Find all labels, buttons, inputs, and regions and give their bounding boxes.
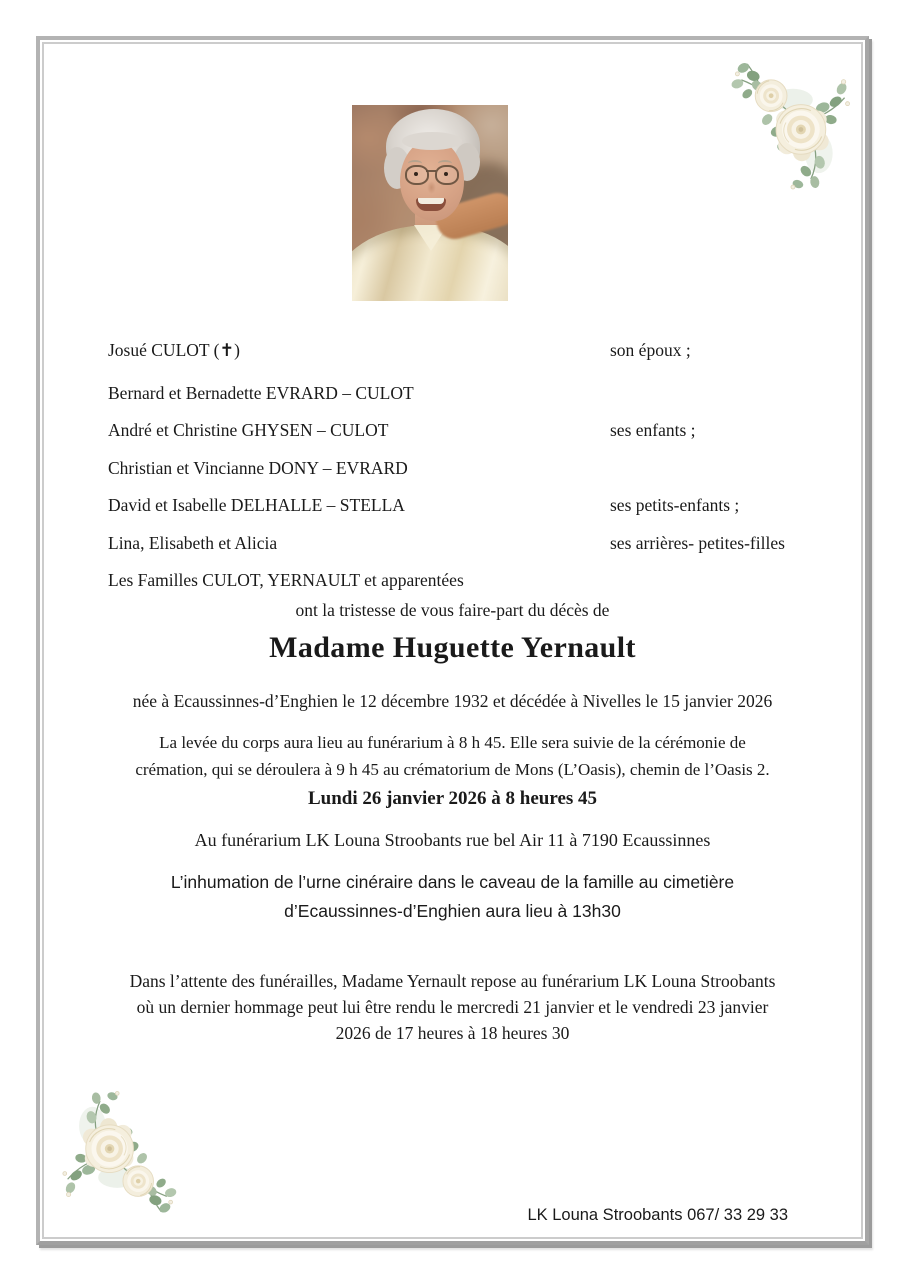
family-row [108,495,845,533]
visitation-line: où un dernier hommage peut lui être rendu le mercredi 21 janvier et le vendredi 23 janvier [136,997,769,1017]
white-roses-decoration-bottom-left [60,1088,184,1218]
family-row [108,340,845,378]
inhumation-details [0,868,905,926]
family-name: Christian et Vincianne DONY – EVRARD [108,457,408,478]
family-name: Josué CULOT (✝) [108,340,240,360]
funeral-home-contact: LK Louna Stroobants 067/ 33 29 33 [527,1206,788,1224]
visitation-line: Dans l’attente des funérailles, Madame Yernault repose au funérarium LK Louna Stroobants [129,971,776,991]
family-name: David et Isabelle DELHALLE – STELLA [108,495,405,515]
photo-eye [444,172,448,176]
family-relation: son époux ; [610,340,691,360]
ceremony-details-line: La levée du corps aura lieu au funérarium à 8 h 45. Elle sera suivie de la cérémonie de [159,733,746,752]
family-relation: ses arrières- petites-filles [610,532,785,553]
photo-hair-fringe [402,132,462,150]
portrait-photo [352,105,508,301]
birth-death-dates: née à Ecaussinnes-d’Enghien le 12 décembre 1932 et décédée à Nivelles le 15 janvier 2026 [132,691,773,711]
family-row [108,420,845,458]
photo-teeth [418,198,444,204]
ceremony-location: Au funérarium LK Louna Stroobants rue bel Air 11 à 7190 Ecaussinnes [194,830,711,850]
ceremony-details [0,729,905,783]
ceremony-details-line: crémation, qui se déroulera à 9 h 45 au crématorium de Mons (L’Oasis), chemin de l’Oasis 2. [135,760,770,779]
glasses-bridge [426,170,436,172]
family-relation: ses enfants ; [610,420,696,440]
white-roses-decoration-top-right [723,58,853,192]
family-name: Bernard et Bernadette EVRARD – CULOT [108,382,414,403]
family-list [108,340,845,608]
photo-smile [416,198,446,211]
family-row [108,533,845,571]
deceased-name-title: Madame Huguette Yernault [269,631,636,664]
inhumation-line: L’inhumation de l’urne cinéraire dans le caveau de la famille au cimetière [170,872,735,892]
family-name: Les Familles CULOT, YERNAULT et apparentées [108,570,464,590]
announcement-intro: ont la tristesse de vous faire-part du décès de [295,600,610,620]
photo-eye [414,172,418,176]
family-name: Lina, Elisabeth et Alicia [108,532,278,553]
photo-nose [427,181,436,194]
family-row [108,458,845,496]
visitation-line: 2026 de 17 heures à 18 heures 30 [335,1023,570,1043]
inhumation-line: d’Ecaussinnes-d’Enghien aura lieu à 13h30 [284,901,621,921]
family-relation: ses petits-enfants ; [610,495,740,515]
ceremony-datetime: Lundi 26 janvier 2026 à 8 heures 45 [307,788,598,809]
family-row [108,383,845,421]
visitation-details [0,968,905,1046]
family-name: André et Christine GHYSEN – CULOT [108,420,389,440]
